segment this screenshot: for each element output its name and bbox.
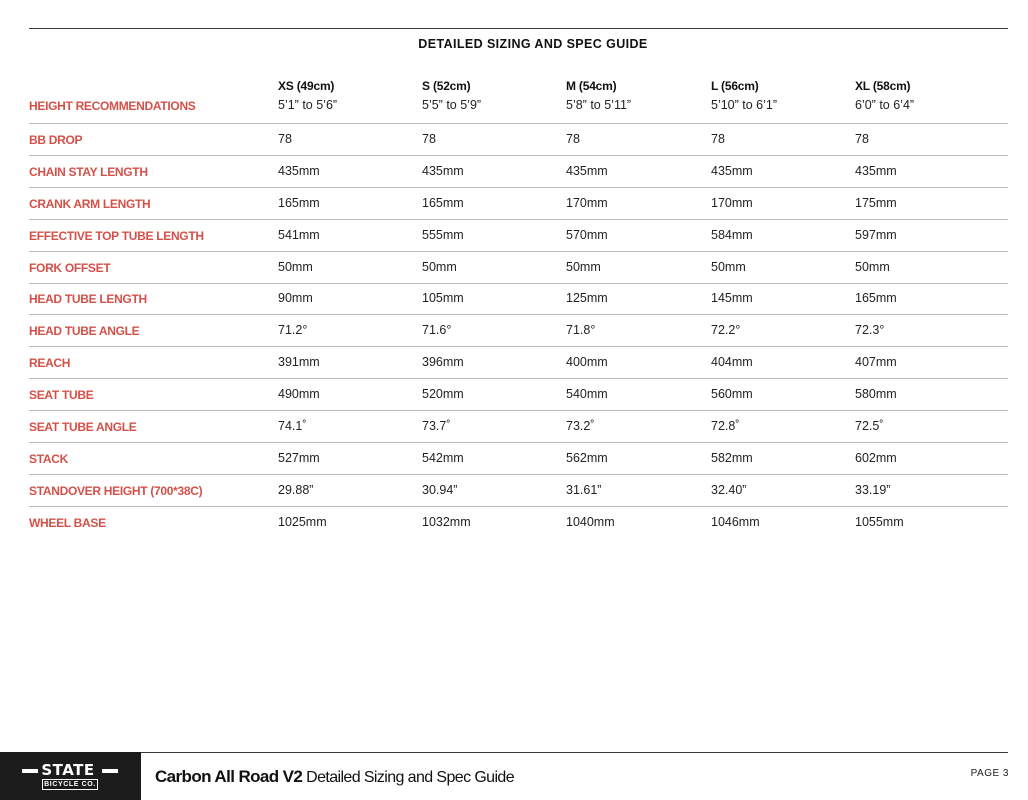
spec-value: 435mm bbox=[855, 163, 897, 178]
spec-value: 29.88” bbox=[278, 482, 314, 497]
spec-label: HEAD TUBE ANGLE bbox=[29, 324, 140, 339]
spec-label: CRANK ARM LENGTH bbox=[29, 196, 151, 211]
spec-value: 435mm bbox=[711, 163, 753, 178]
logo-subtitle: BICYCLE CO. bbox=[42, 779, 98, 790]
spec-row bbox=[29, 124, 1008, 156]
footer-title-subtitle: Detailed Sizing and Spec Guide bbox=[302, 769, 515, 786]
footer-title-model: Carbon All Road V2 bbox=[155, 767, 303, 786]
spec-value: 105mm bbox=[422, 291, 464, 306]
spec-value: 165mm bbox=[278, 195, 320, 210]
spec-row bbox=[29, 443, 1008, 475]
size-header: S (52cm) bbox=[422, 79, 471, 93]
size-header: XL (58cm) bbox=[855, 79, 911, 93]
spec-label: WHEEL BASE bbox=[29, 515, 106, 530]
spec-row bbox=[29, 220, 1008, 252]
spec-row bbox=[29, 315, 1008, 347]
spec-value: 1025mm bbox=[278, 514, 327, 529]
spec-label: CHAIN STAY LENGTH bbox=[29, 164, 148, 179]
spec-value: 50mm bbox=[855, 259, 890, 274]
spec-value: 72.8˚ bbox=[711, 419, 740, 433]
spec-value: 125mm bbox=[566, 291, 608, 306]
spec-value: 5’5” to 5’9” bbox=[422, 98, 482, 112]
spec-value: 541mm bbox=[278, 227, 320, 242]
spec-value: 72.2° bbox=[711, 323, 741, 338]
spec-label: EFFECTIVE TOP TUBE LENGTH bbox=[29, 228, 204, 243]
spec-label: STACK bbox=[29, 451, 68, 466]
logo-wordmark: STATE bbox=[41, 761, 95, 779]
spec-value: 562mm bbox=[566, 450, 608, 465]
spec-value: 71.6° bbox=[422, 323, 452, 338]
spec-row bbox=[29, 188, 1008, 220]
spec-value: 391mm bbox=[278, 355, 320, 370]
size-header: L (56cm) bbox=[711, 79, 759, 93]
spec-value: 602mm bbox=[855, 450, 897, 465]
spec-value: 170mm bbox=[566, 195, 608, 210]
spec-value: 30.94” bbox=[422, 482, 458, 497]
spec-label: FORK OFFSET bbox=[29, 260, 111, 275]
spec-row bbox=[29, 411, 1008, 443]
spec-row bbox=[29, 156, 1008, 188]
spec-value: 90mm bbox=[278, 291, 313, 306]
spec-label: REACH bbox=[29, 356, 71, 371]
spec-row bbox=[29, 507, 1008, 539]
spec-value: 404mm bbox=[711, 355, 753, 370]
spec-value: 490mm bbox=[278, 387, 320, 402]
guide-title: DETAILED SIZING AND SPEC GUIDE bbox=[418, 37, 648, 51]
spec-value: 71.2° bbox=[278, 323, 308, 338]
spec-value: 1055mm bbox=[855, 514, 904, 529]
spec-label: SEAT TUBE bbox=[29, 388, 94, 403]
spec-value: 597mm bbox=[855, 227, 897, 242]
spec-value: 5’10” to 6’1” bbox=[711, 98, 778, 112]
spec-value: 527mm bbox=[278, 450, 320, 465]
spec-value: 78 bbox=[278, 131, 292, 146]
spec-label: HEIGHT RECOMMENDATIONS bbox=[29, 99, 196, 113]
spec-value: 78 bbox=[566, 131, 580, 146]
spec-value: 5’1” to 5’6” bbox=[278, 98, 338, 112]
spec-value: 520mm bbox=[422, 387, 464, 402]
spec-row bbox=[29, 283, 1008, 315]
spec-value: 570mm bbox=[566, 227, 608, 242]
spec-label: STANDOVER HEIGHT (700*38C) bbox=[29, 483, 203, 498]
spec-value: 71.8° bbox=[566, 323, 596, 338]
spec-value: 73.7˚ bbox=[422, 419, 451, 433]
spec-row bbox=[29, 475, 1008, 507]
size-header: XS (49cm) bbox=[278, 79, 335, 93]
size-header: M (54cm) bbox=[566, 79, 617, 93]
spec-value: 542mm bbox=[422, 450, 464, 465]
spec-value: 78 bbox=[711, 131, 725, 146]
spec-value: 5’8” to 5’11” bbox=[566, 98, 632, 112]
spec-value: 165mm bbox=[422, 195, 464, 210]
spec-value: 584mm bbox=[711, 227, 753, 242]
spec-row bbox=[29, 252, 1008, 284]
spec-value: 50mm bbox=[278, 259, 313, 274]
spec-value: 1032mm bbox=[422, 514, 471, 529]
top-rule bbox=[29, 28, 1008, 29]
spec-value: 78 bbox=[422, 131, 436, 146]
spec-value: 6’0” to 6’4” bbox=[855, 98, 915, 112]
spec-value: 407mm bbox=[855, 355, 897, 370]
spec-value: 175mm bbox=[855, 195, 897, 210]
spec-value: 74.1˚ bbox=[278, 419, 307, 433]
spec-value: 555mm bbox=[422, 227, 464, 242]
spec-value: 50mm bbox=[711, 259, 746, 274]
spec-label: BB DROP bbox=[29, 132, 83, 147]
spec-value: 32.40” bbox=[711, 482, 747, 497]
spec-value: 560mm bbox=[711, 387, 753, 402]
spec-value: 435mm bbox=[278, 163, 320, 178]
brand-logo bbox=[0, 752, 141, 800]
spec-value: 50mm bbox=[422, 259, 457, 274]
spec-row bbox=[29, 379, 1008, 411]
spec-value: 72.5˚ bbox=[855, 419, 884, 433]
spec-value: 31.61” bbox=[566, 482, 602, 497]
footer-rule bbox=[141, 752, 1008, 753]
spec-value: 396mm bbox=[422, 355, 464, 370]
spec-value: 170mm bbox=[711, 195, 753, 210]
spec-row bbox=[29, 92, 1008, 124]
spec-label: SEAT TUBE ANGLE bbox=[29, 420, 137, 434]
footer-title bbox=[155, 767, 514, 787]
spec-value: 72.3° bbox=[855, 323, 885, 338]
spec-value: 1040mm bbox=[566, 514, 615, 529]
spec-value: 78 bbox=[855, 131, 869, 146]
spec-label: HEAD TUBE LENGTH bbox=[29, 292, 147, 307]
spec-value: 540mm bbox=[566, 387, 608, 402]
page-number: PAGE 3 bbox=[970, 768, 1009, 779]
spec-value: 145mm bbox=[711, 291, 753, 306]
spec-value: 582mm bbox=[711, 450, 753, 465]
spec-value: 435mm bbox=[422, 163, 464, 178]
spec-value: 580mm bbox=[855, 387, 897, 402]
spec-value: 400mm bbox=[566, 355, 608, 370]
spec-value: 50mm bbox=[566, 259, 601, 274]
spec-value: 33.19” bbox=[855, 482, 891, 497]
spec-value: 73.2˚ bbox=[566, 419, 595, 433]
spec-row bbox=[29, 347, 1008, 379]
spec-value: 1046mm bbox=[711, 514, 760, 529]
spec-value: 165mm bbox=[855, 291, 897, 306]
spec-value: 435mm bbox=[566, 163, 608, 178]
